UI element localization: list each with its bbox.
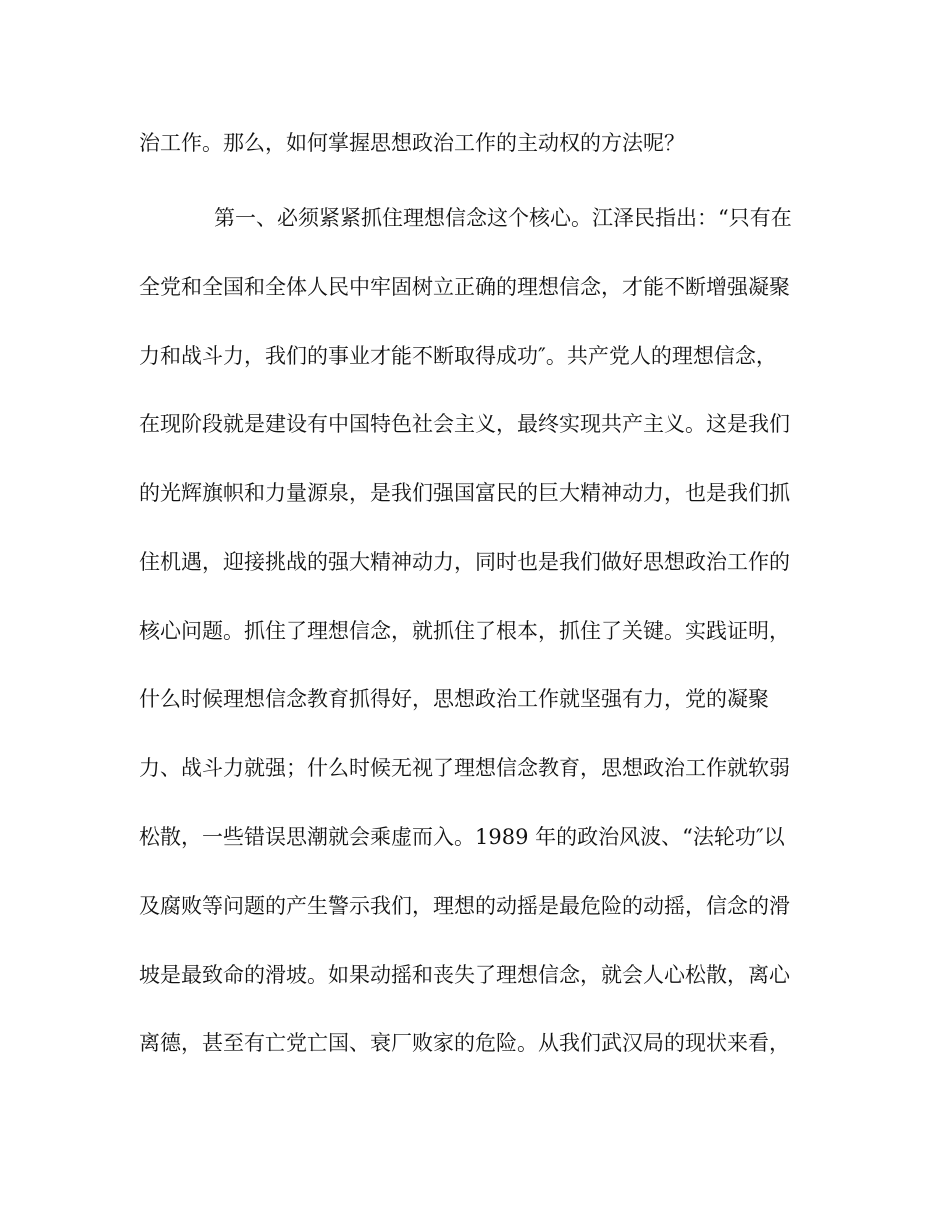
text-line-5: 在现阶段就是建设有中国特色社会主义，最终实现共产主义。这是我们 — [139, 412, 790, 436]
text-line-14: 离德，甚至有亡党亡国、衰厂败家的危险。从我们武汉局的现状来看， — [139, 1031, 790, 1055]
text-line-4: 力和战斗力，我们的事业才能不断取得成功″。共产党人的理想信念， — [139, 344, 777, 368]
text-line-7: 住机遇，迎接挑战的强大精神动力，同时也是我们做好思想政治工作的 — [139, 550, 790, 574]
text-line-6: 的光辉旗帜和力量源泉，是我们强国富民的巨大精神动力，也是我们抓 — [139, 481, 790, 505]
text-line-3: 全党和全国和全体人民中牢固树立正确的理想信念，才能不断增强凝聚 — [139, 275, 790, 299]
text-line-12: 及腐败等问题的产生警示我们，理想的动摇是最危险的动摇，信念的滑 — [139, 894, 790, 918]
text-line-13: 坡是最致命的滑坡。如果动摇和丧失了理想信念，就会人心松散，离心 — [139, 963, 790, 987]
text-line-11: 松散，一些错误思潮就会乘虚而入。1989 年的政治风波、“法轮功″以 — [139, 825, 785, 849]
text-line-1: 治工作。那么，如何掌握思想政治工作的主动权的方法呢？ — [139, 131, 685, 155]
text-line-10: 力、战斗力就强；什么时候无视了理想信念教育，思想政治工作就软弱 — [139, 756, 790, 780]
text-line-9: 什么时候理想信念教育抓得好，思想政治工作就坚强有力，党的凝聚 — [139, 687, 769, 711]
text-line-8: 核心问题。抓住了理想信念，就抓住了根本，抓住了关键。实践证明， — [139, 619, 790, 643]
text-line-2: 第一、必须紧紧抓住理想信念这个核心。江泽民指出：“只有在 — [214, 206, 792, 230]
